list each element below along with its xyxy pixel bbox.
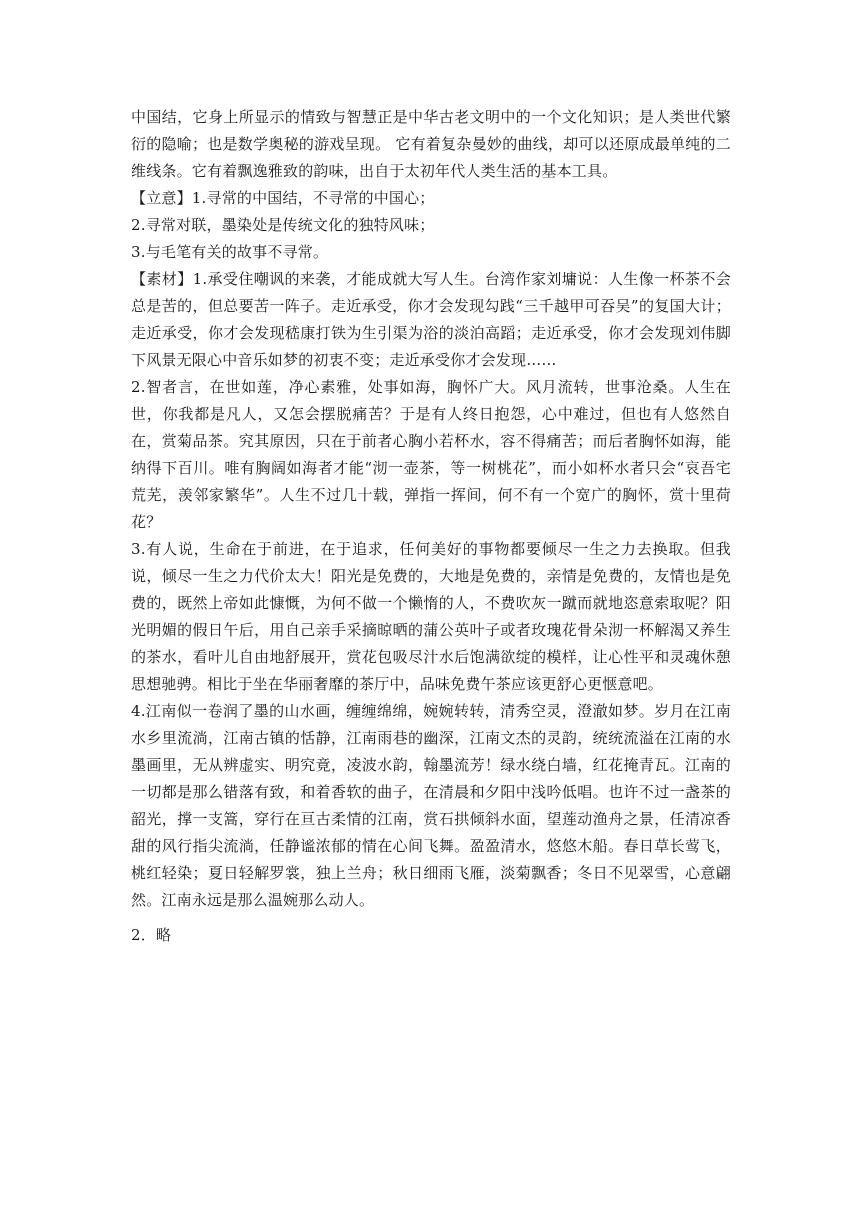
- paragraph-material-1: 【素材】1.承受住嘲讽的来袭，才能成就大写人生。台湾作家刘墉说：人生像一杯茶不会总是苦的，但总要苦一阵子。走近承受，你才会发现勾践“三千越甲可吞吴”的复国大计；走近承受，你才会发现嵇康打铁为生引渠为浴的淡泊高蹈；走近承受，你才会发现刘伟脚下风景无限心中音乐如梦的初衷不变；走近承受你才会发现……: [131, 270, 731, 369]
- paragraph-material-2: 2.智者言，在世如莲，净心素雅，处事如海，胸怀广大。风月流转，世事沧桑。人生在世，你我都是凡人，又怎会摆脱痛苦？于是有人终日抱怨，心中难过，但也有人悠然自在，赏菊品茶。究其原因，只在于前者心胸小若杯水，容不得痛苦；而后者胸怀如海，能纳得下百川。唯有胸阔如海者才能“沏一壶茶，等一树桃花”，而小如杯水者只会“哀吾宅荒芜，羡邻家繁华”。人生不过几十载，弹指一挥间，何不有一个宽广的胸怀，赏十里荷花？: [131, 378, 731, 531]
- paragraph-material-3: 3.有人说，生命在于前进，在于追求，任何美好的事物都要倾尽一生之力去换取。但我说，倾尽一生之力代价太大！阳光是免费的，大地是免费的，亲情是免费的，友情也是免费的，既然上帝如此慷慨，为何不做一个懒惰的人，不费吹灰一蹴而就地恣意索取呢？阳光明媚的假日午后，用自己亲手采摘晾晒的蒲公英叶子或者玫瑰花骨朵沏一杯解渴又养生的茶水，看叶儿自由地舒展开，赏花包吸尽汁水后饱满欲绽的模样，让心性平和灵魂休憩思想驰骋。相比于坐在华丽奢靡的茶厅中，品味免费午茶应该更舒心更惬意吧。: [131, 540, 731, 693]
- paragraph-material-4: 4.江南似一卷润了墨的山水画，缠缠绵绵，婉婉转转，清秀空灵，澄澈如梦。岁月在江南水乡里流淌，江南古镇的恬静，江南雨巷的幽深，江南文杰的灵韵，统统流溢在江南的水墨画里，无从辨虚实、明究竟，凌波水韵，翰墨流芳！绿水绕白墙，红花掩青瓦。江南的一切都是那么错落有致，和着香软的曲子，在清晨和夕阳中浅吟低唱。也许不过一盏茶的韶光，撑一支篙，穿行在亘古柔情的江南，赏石拱倾斜水面，望莲动渔舟之景，任清凉香甜的风行指尖流淌，任静谧浓郁的情在心间飞舞。盈盈清水，悠悠木船。春日草长莺飞，桃红轻染；夏日轻解罗裳，独上兰舟；秋日细雨飞雁，淡菊飘香；冬日不见翠雪，心意翩然。江南永远是那么温婉那么动人。: [131, 702, 731, 909]
- paragraph-answer-2: 2．略: [131, 926, 172, 944]
- paragraph-intro: 中国结，它身上所显示的情致与智慧正是中华古老文明中的一个文化知识；是人类世代繁衍的隐喻；也是数学奥秘的游戏呈现。 它有着复杂曼妙的曲线，却可以还原成最单纯的二维线条。它有着飘逸雅致的韵味，出自于太初年代人类生活的基本工具。: [131, 108, 731, 180]
- paragraph-theme-2: 2.寻常对联，墨染处是传统文化的独特风味；: [131, 216, 435, 234]
- paragraph-theme-1: 【立意】1.寻常的中国结，不寻常的中国心；: [131, 189, 435, 207]
- paragraph-theme-3: 3.与毛笔有关的故事不寻常。: [131, 243, 329, 261]
- document-body: [131, 104, 731, 949]
